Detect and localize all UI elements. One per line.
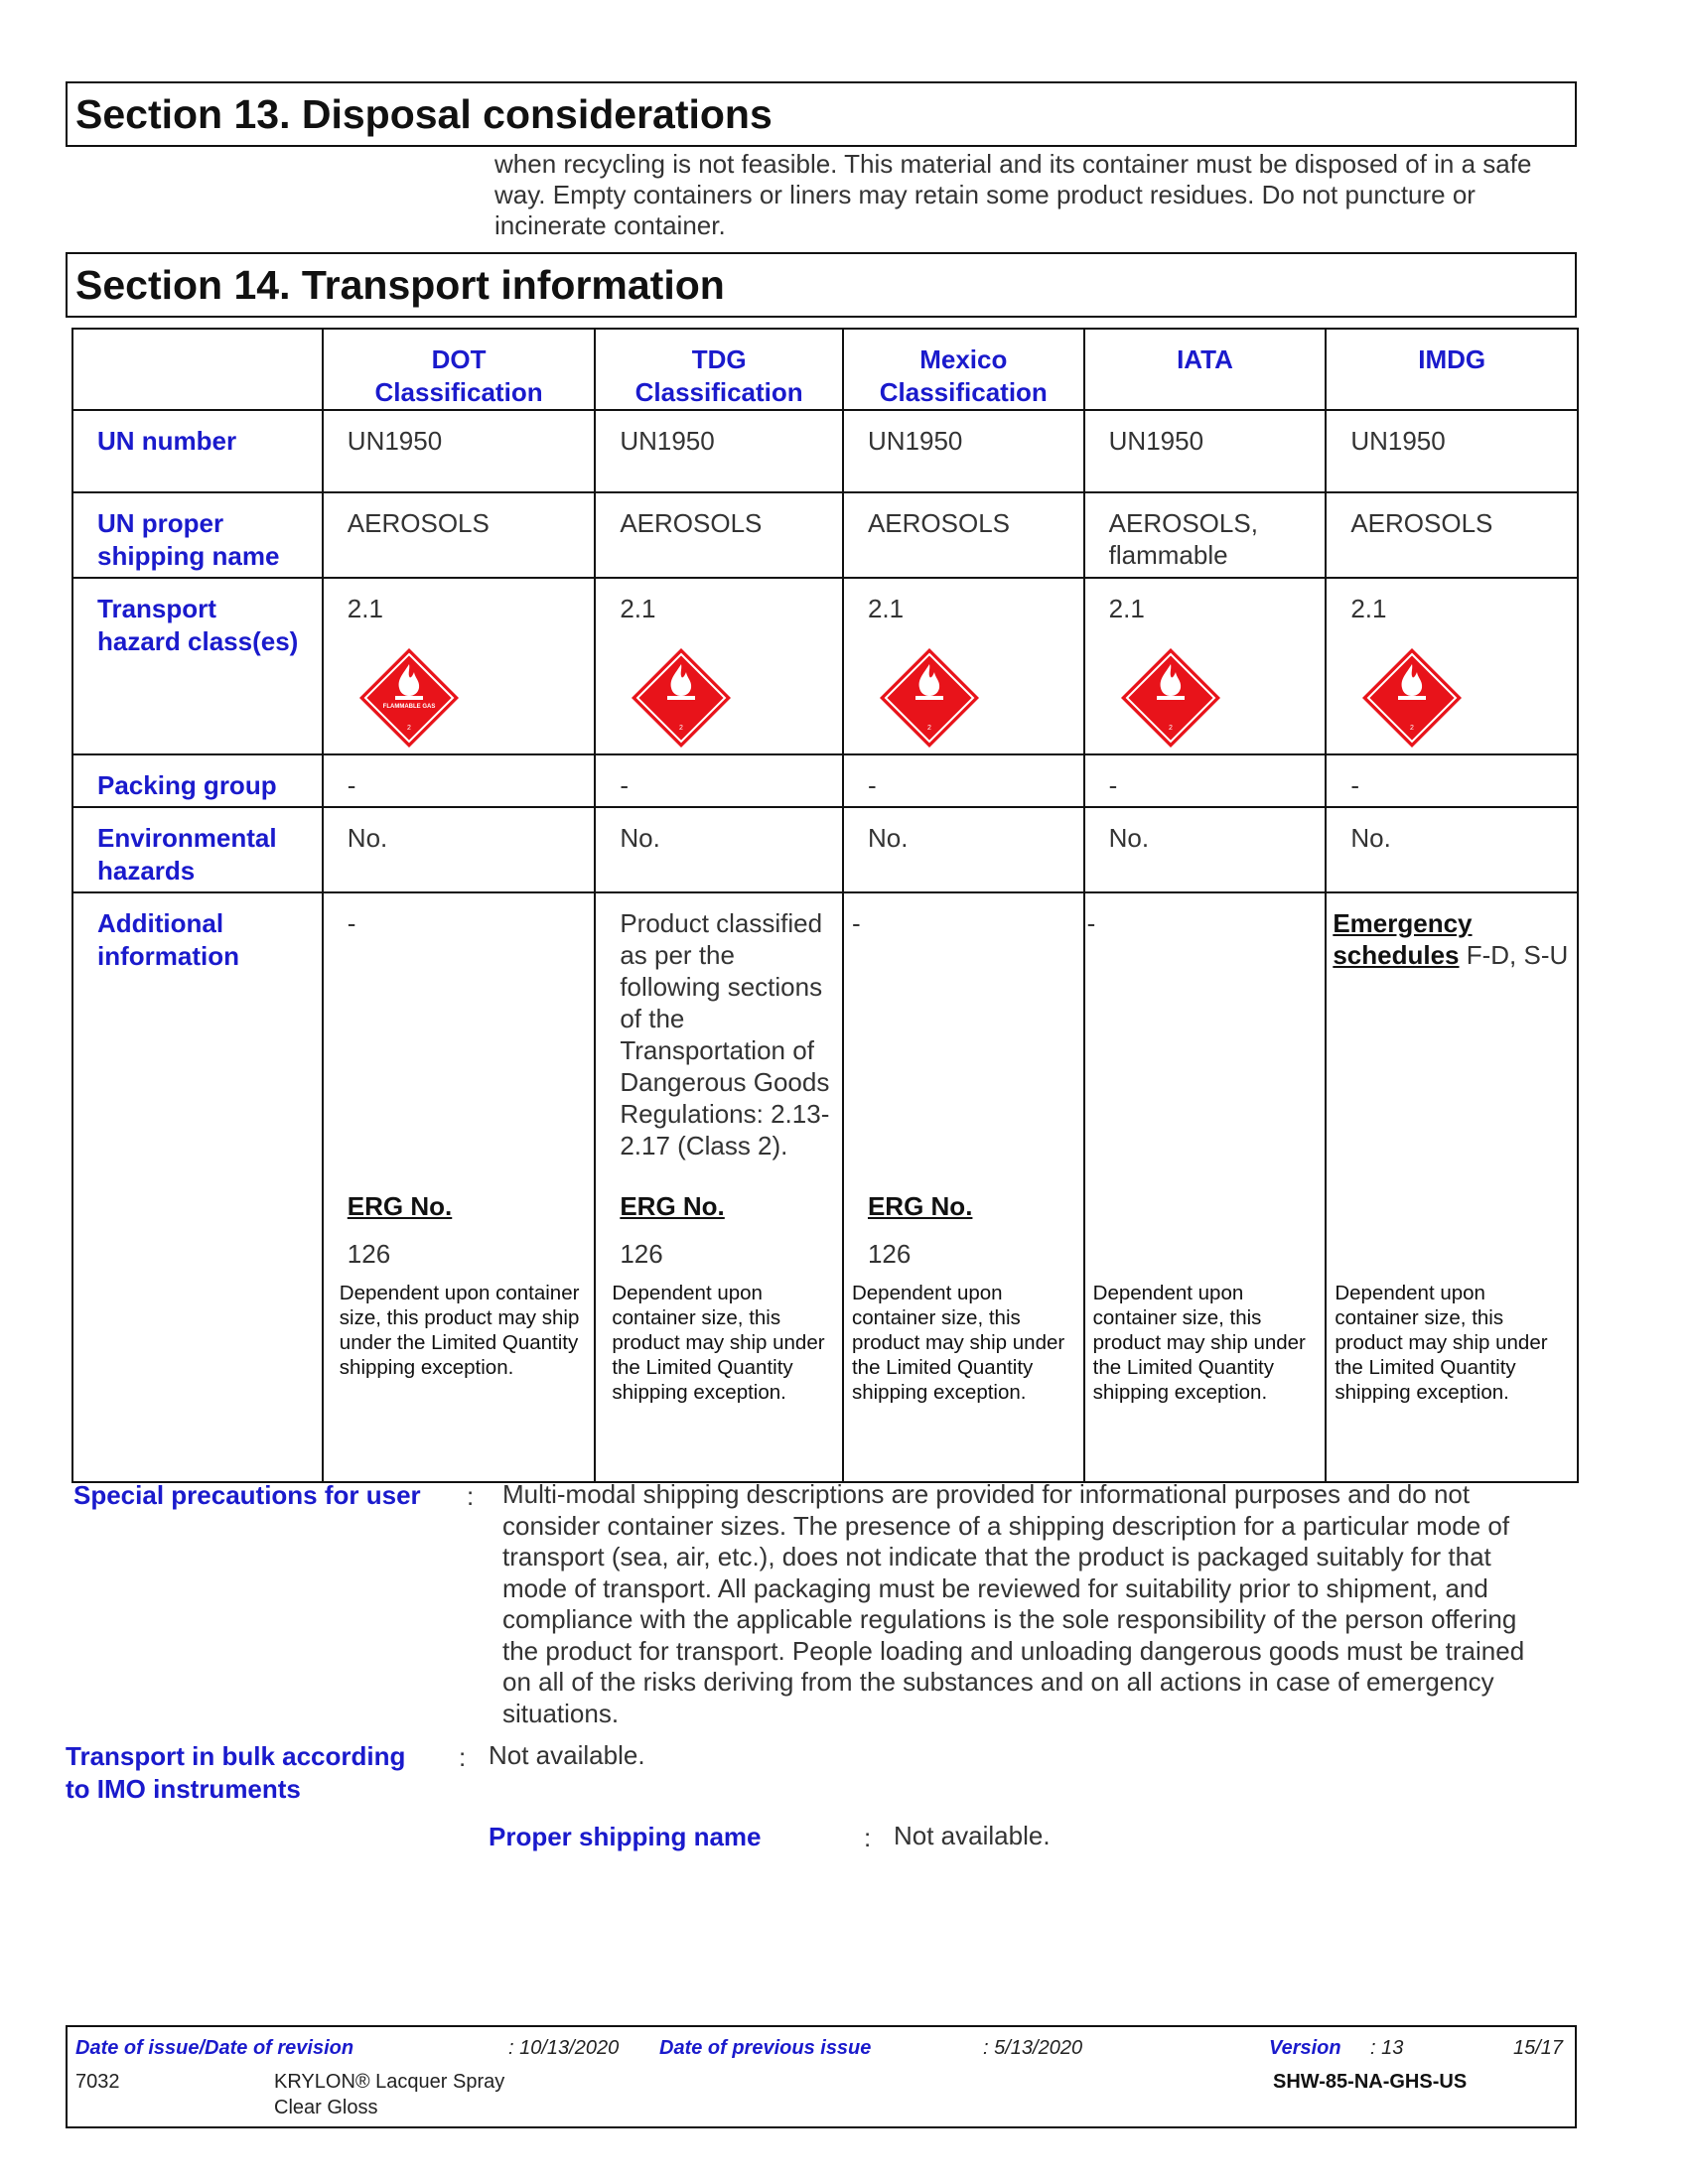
limited-quantity-note: Dependent upon container size, this product may ship under the Limited Quantity shipping exception.	[1335, 1282, 1548, 1404]
special-precautions-label: Special precautions for user	[73, 1480, 421, 1510]
placard-class-number: 2	[406, 725, 411, 732]
placard-class-number: 2	[679, 725, 684, 732]
issue-date-label: Date of issue/Date of revision	[75, 2037, 354, 2059]
table-row	[72, 578, 1578, 754]
table-cell: -	[1084, 754, 1327, 807]
table-cell: -	[323, 754, 596, 807]
row-label-packing-group: Packing group	[72, 754, 323, 807]
row-label-environmental: Environmental hazards	[72, 807, 323, 892]
disposal-continuation-text: when recycling is not feasible. This material and its container must be disposed of in a safe way. Empty containers or liners may retain some product residues. Do not puncture or incinerate container.	[494, 149, 1532, 240]
limited-quantity-note: Dependent upon container size, this product may ship under the Limited Quantity shipping exception.	[1092, 1282, 1306, 1404]
table-cell	[323, 892, 596, 1482]
limited-quantity-note: Dependent upon container size, this product may ship under the Limited Quantity shipping exception.	[851, 1282, 1065, 1404]
limited-quantity-note: Dependent upon container size, this product may ship under the Limited Quantity shipping exception.	[612, 1282, 825, 1404]
bulk-transport-label: Transport in bulk according to IMO instruments	[66, 1741, 406, 1804]
table-cell	[843, 892, 1084, 1482]
table-row	[72, 892, 1578, 1482]
erg-number: 126	[620, 1239, 663, 1269]
table-cell: UN1950	[1084, 410, 1327, 492]
table-row	[72, 807, 1578, 892]
col-header-iata: IATA	[1084, 329, 1327, 410]
table-row	[72, 492, 1578, 578]
previous-issue-label: Date of previous issue	[659, 2037, 872, 2059]
table-cell: AEROSOLS	[843, 492, 1084, 578]
table-row	[72, 754, 1578, 807]
document-id: SHW-85-NA-GHS-US	[1273, 2071, 1468, 2093]
placard-text: FLAMMABLE GAS	[382, 704, 436, 710]
placard-class-number: 2	[1410, 725, 1415, 732]
proper-shipping-name-colon: :	[864, 1823, 872, 1852]
table-cell: AEROSOLS, flammable	[1084, 492, 1327, 578]
table-cell: -	[1326, 754, 1578, 807]
col-header-mexico: Mexico Classification	[843, 329, 1084, 410]
header-empty-cell	[72, 329, 323, 410]
table-cell: UN1950	[323, 410, 596, 492]
proper-shipping-name-label: Proper shipping name	[489, 1822, 762, 1851]
table-cell: UN1950	[595, 410, 843, 492]
flammable-gas-placard-icon	[878, 646, 981, 750]
col-header-tdg: TDG Classification	[595, 329, 843, 410]
page-footer	[66, 2025, 1577, 2128]
table-cell: -	[595, 754, 843, 807]
limited-quantity-note: Dependent upon container size, this product may ship under the Limited Quantity shipping exception.	[339, 1282, 580, 1379]
table-cell: No.	[1084, 807, 1327, 892]
table-cell	[1326, 892, 1578, 1482]
table-cell: AEROSOLS	[323, 492, 596, 578]
emergency-schedules: Emergency schedules F-D, S-U	[1333, 908, 1569, 970]
erg-label: ERG No.	[867, 1191, 973, 1221]
placard-class-number: 2	[1168, 725, 1173, 732]
additional-value: Product classified as per the following sections of the Transportation of Dangerous Goods Regulations: 2.13-2.17 (Class 2).	[620, 908, 830, 1160]
table-cell: AEROSOLS	[1326, 492, 1578, 578]
table-cell: -	[843, 754, 1084, 807]
row-label-shipping-name: UN proper shipping name	[72, 492, 323, 578]
erg-number: 126	[347, 1239, 391, 1269]
flammable-gas-placard-icon	[357, 646, 461, 750]
erg-number: 126	[867, 1239, 912, 1269]
table-cell: No.	[1326, 807, 1578, 892]
flammable-gas-placard-icon	[630, 646, 733, 750]
table-cell: No.	[323, 807, 596, 892]
product-code: 7032	[75, 2071, 120, 2093]
version-label: Version	[1269, 2037, 1341, 2059]
product-name-line2: Clear Gloss	[274, 2097, 378, 2118]
col-header-imdg: IMDG	[1326, 329, 1578, 410]
product-name-line1: KRYLON® Lacquer Spray	[274, 2071, 505, 2093]
page-number: 15/17	[1513, 2037, 1564, 2059]
placard-class-number: 2	[927, 725, 931, 732]
section-14-header: Section 14. Transport information	[66, 252, 1577, 318]
flammable-gas-placard-icon	[1360, 646, 1464, 750]
erg-label: ERG No.	[347, 1191, 453, 1221]
table-cell: 2.1 2	[843, 578, 1084, 754]
issue-date-value: : 10/13/2020	[508, 2037, 620, 2059]
table-cell: 2.1 2	[1084, 578, 1327, 754]
table-cell: 2.1 2	[1326, 578, 1578, 754]
bulk-transport-value: Not available.	[489, 1740, 645, 1770]
additional-value: -	[347, 908, 356, 938]
additional-value: -	[1086, 908, 1096, 938]
table-cell: AEROSOLS	[595, 492, 843, 578]
proper-shipping-name-value: Not available.	[894, 1821, 1051, 1850]
additional-value: -	[851, 908, 861, 938]
special-precautions-text: Multi-modal shipping descriptions are provided for informational purposes and do not consider container sizes. The presence of a shipping description for a particular mode of transport (sea, air, etc.), does not indicate that the product is packaged suitably for that mode of transport. All packaging must be reviewed for suitability prior to shipment, and compliance with the applicable regulations is the sole responsibility of the person offering the product for transport. People loading and unloading dangerous goods must be trained on all of the risks deriving from the substances and on all actions in case of emergency situations.	[502, 1479, 1525, 1728]
row-label-additional: Additional information	[72, 892, 323, 1482]
table-header-row	[72, 329, 1578, 410]
row-label-un-number: UN number	[72, 410, 323, 492]
table-cell	[1084, 892, 1327, 1482]
row-label-hazard-class: Transport hazard class(es)	[72, 578, 323, 754]
bulk-transport-colon: :	[459, 1742, 467, 1772]
table-cell: No.	[595, 807, 843, 892]
previous-issue-value: : 5/13/2020	[983, 2037, 1083, 2059]
table-cell: 2.1 FLAMMABLE GAS 2	[323, 578, 596, 754]
table-cell	[595, 892, 843, 1482]
table-row	[72, 410, 1578, 492]
table-cell: No.	[843, 807, 1084, 892]
flammable-gas-placard-icon	[1119, 646, 1222, 750]
section-13-header: Section 13. Disposal considerations	[66, 81, 1577, 147]
table-cell: UN1950	[843, 410, 1084, 492]
col-header-dot: DOT Classification	[323, 329, 596, 410]
transport-table	[71, 328, 1579, 1483]
table-cell: UN1950	[1326, 410, 1578, 492]
special-precautions-colon: :	[467, 1481, 475, 1511]
table-cell: 2.1 2	[595, 578, 843, 754]
erg-label: ERG No.	[620, 1191, 725, 1221]
version-value: : 13	[1370, 2037, 1404, 2059]
